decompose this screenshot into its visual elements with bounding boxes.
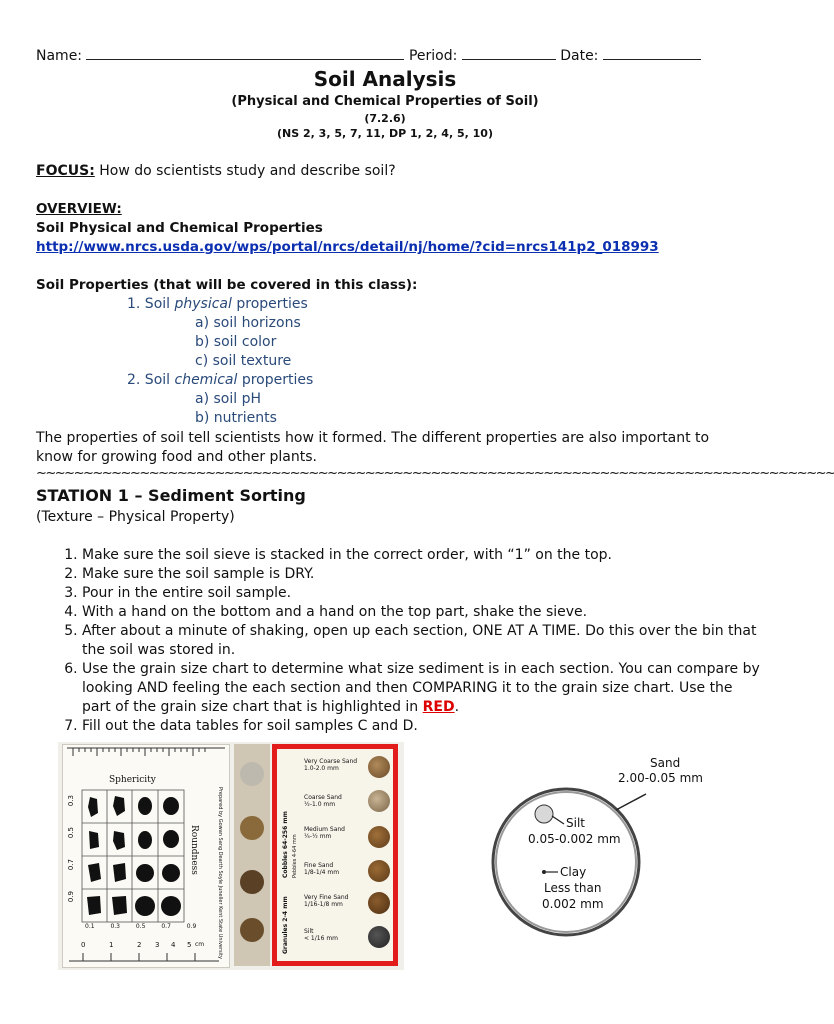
period-label: Period: — [408, 48, 458, 64]
sample-dot — [240, 918, 264, 942]
granules-label: Granules 2-4 mm — [282, 896, 289, 954]
properties-summary: The properties of soil tell scientists how it formed. The different properties are also important to know for growing food and other plants. — [36, 430, 710, 465]
date-field[interactable] — [603, 47, 701, 60]
page-subtitle: (Physical and Chemical Properties of Soil) — [231, 94, 539, 109]
sample-dot — [240, 762, 264, 786]
grain-entry — [304, 826, 345, 840]
sand-label: Sand — [650, 756, 681, 770]
header-line — [36, 47, 736, 64]
ruler-unit: cm — [195, 941, 205, 948]
overview-heading: Soil Physical and Chemical Properties — [36, 220, 323, 236]
physical-properties-item — [127, 296, 308, 312]
sample-dot — [240, 816, 264, 840]
sample-coarse — [368, 790, 390, 812]
grain-size: ¼-½ mm — [304, 833, 332, 840]
grain-size-highlight — [272, 744, 398, 966]
chemical-suffix: properties — [237, 372, 314, 388]
name-field[interactable] — [86, 47, 404, 60]
physical-emph: physical — [174, 296, 232, 312]
sphericity-label: Sphericity — [109, 775, 156, 785]
list-item — [82, 660, 762, 717]
standards: (NS 2, 3, 5, 7, 11, DP 1, 2, 4, 5, 10) — [277, 127, 493, 140]
properties-heading: Soil Properties (that will be covered in this class): — [36, 277, 418, 293]
side-credit: Prepared by Gowan Sang Dearth Soyle Juneller Kent State University — [217, 787, 223, 959]
grain-name: Fine Sand — [304, 862, 334, 869]
grain-name: Coarse Sand — [304, 794, 342, 801]
focus-line — [36, 163, 396, 179]
grain-entry — [304, 758, 357, 772]
ruler-number: 3 — [155, 941, 160, 949]
sub-item: b) soil color — [195, 334, 277, 350]
sub-item: a) soil pH — [195, 391, 261, 407]
unit-code: (7.2.6) — [364, 112, 406, 125]
silt-label: Silt — [566, 816, 585, 830]
col-value: 0.5 — [67, 827, 75, 839]
sample-strip — [234, 744, 270, 966]
page-title: Soil Analysis — [313, 67, 457, 91]
roundness-grid — [81, 789, 185, 923]
list-item: 3. Pour in the entire soil sample. — [82, 584, 762, 603]
ruler-number: 1 — [109, 941, 114, 949]
sample-very-fine — [368, 892, 390, 914]
chemical-properties-item — [127, 372, 313, 388]
physical-suffix: properties — [231, 296, 308, 312]
sample-very-coarse — [368, 756, 390, 778]
clay-size-line2: 0.002 mm — [542, 897, 604, 911]
bottom-values: 0.1 0.3 0.5 0.7 0.9 — [85, 923, 197, 930]
sample-silt — [368, 926, 390, 948]
roundness-label: Roundness — [189, 825, 199, 875]
clay-size-line1: Less than — [544, 881, 602, 895]
grain-size: 1/8-1/4 mm — [304, 869, 340, 876]
chemical-prefix: 2. Soil — [127, 372, 175, 388]
grain-size: 1/16-1/8 mm — [304, 901, 343, 908]
clay-label: Clay — [560, 865, 587, 879]
red-word: RED — [422, 699, 455, 715]
ruler-number: 2 — [137, 941, 142, 949]
sub-item: b) nutrients — [195, 410, 277, 426]
grain-name: Silt — [304, 928, 314, 935]
ruler-number: 5 — [187, 941, 192, 949]
overview-label: OVERVIEW: — [36, 201, 122, 217]
grain-name: Very Fine Sand — [304, 894, 349, 901]
grain-entry — [304, 928, 338, 942]
focus-label: FOCUS: — [36, 163, 95, 179]
sample-dot — [240, 870, 264, 894]
period-field[interactable] — [462, 47, 556, 60]
sub-item: c) soil texture — [195, 353, 292, 369]
ruler-number: 0 — [81, 941, 86, 949]
grain-size: < 1/16 mm — [304, 935, 339, 942]
step-6-text: Use the grain size chart to determine what size sediment is in each section. You can compare by looking AND feeling the each section and then COMPARING it to the grain size chart. Use the part of the grain size chart that is highlighted in — [82, 661, 760, 715]
steps-list — [36, 546, 762, 736]
date-label: Date: — [560, 48, 599, 64]
sample-medium — [368, 826, 390, 848]
grain-size-chart — [58, 742, 404, 970]
sub-item: a) soil horizons — [195, 315, 301, 331]
silt-size: 0.05-0.002 mm — [528, 832, 621, 846]
sample-fine — [368, 860, 390, 882]
station-title: STATION 1 – Sediment Sorting — [36, 486, 306, 505]
list-item: 4. With a hand on the bottom and a hand on the top part, shake the sieve. — [82, 603, 762, 622]
col-value: 0.9 — [67, 891, 75, 903]
col-value: 0.7 — [67, 859, 75, 871]
grain-entry — [304, 862, 339, 876]
ruler-number: 4 — [171, 941, 176, 949]
divider: ~~~~~~~~~~~~~~~~~~~~~~~~~~~~~~~~~~~~~~~~~~~~~~~~~~~~~~~~~~~~~~~~~~~~~~~~~~~~~~~~~~~~~ — [36, 466, 834, 481]
grain-entry — [304, 794, 342, 808]
grain-name: Very Coarse Sand — [304, 758, 358, 765]
list-item: 2. Make sure the soil sample is DRY. — [82, 565, 762, 584]
pebbles-label: Pebbles 4-64 mm — [292, 834, 298, 878]
grain-name: Medium Sand — [304, 826, 345, 833]
col-value: 0.3 — [67, 795, 75, 807]
focus-text: How do scientists study and describe soil? — [94, 163, 396, 179]
grain-entry — [304, 894, 348, 908]
overview-link[interactable]: http://www.nrcs.usda.gov/wps/portal/nrcs/detail/nj/home/?cid=nrcs141p2_018993 — [36, 239, 659, 255]
list-item: 1. Make sure the soil sieve is stacked in the correct order, with “1” on the top. — [82, 546, 762, 565]
particle-size-diagram — [486, 752, 726, 952]
cobbles-label: Cobbles 64-256 mm — [282, 811, 289, 878]
step-6-end: . — [454, 699, 460, 715]
list-item: 5. After about a minute of shaking, open up each section, ONE AT A TIME. Do this over the bin that the soil was stored in. — [82, 622, 762, 660]
list-item: 7. Fill out the data tables for soil samples C and D. — [82, 717, 762, 736]
sand-size: 2.00-0.05 mm — [618, 771, 703, 785]
station-subtitle: (Texture – Physical Property) — [36, 509, 235, 525]
name-label: Name: — [36, 48, 83, 64]
grain-size: ½-1.0 mm — [304, 801, 336, 808]
grain-size: 1.0-2.0 mm — [304, 765, 339, 772]
physical-prefix: 1. Soil — [127, 296, 175, 312]
chemical-emph: chemical — [174, 372, 238, 388]
roundness-card — [62, 744, 230, 968]
top-ruler — [67, 747, 225, 759]
